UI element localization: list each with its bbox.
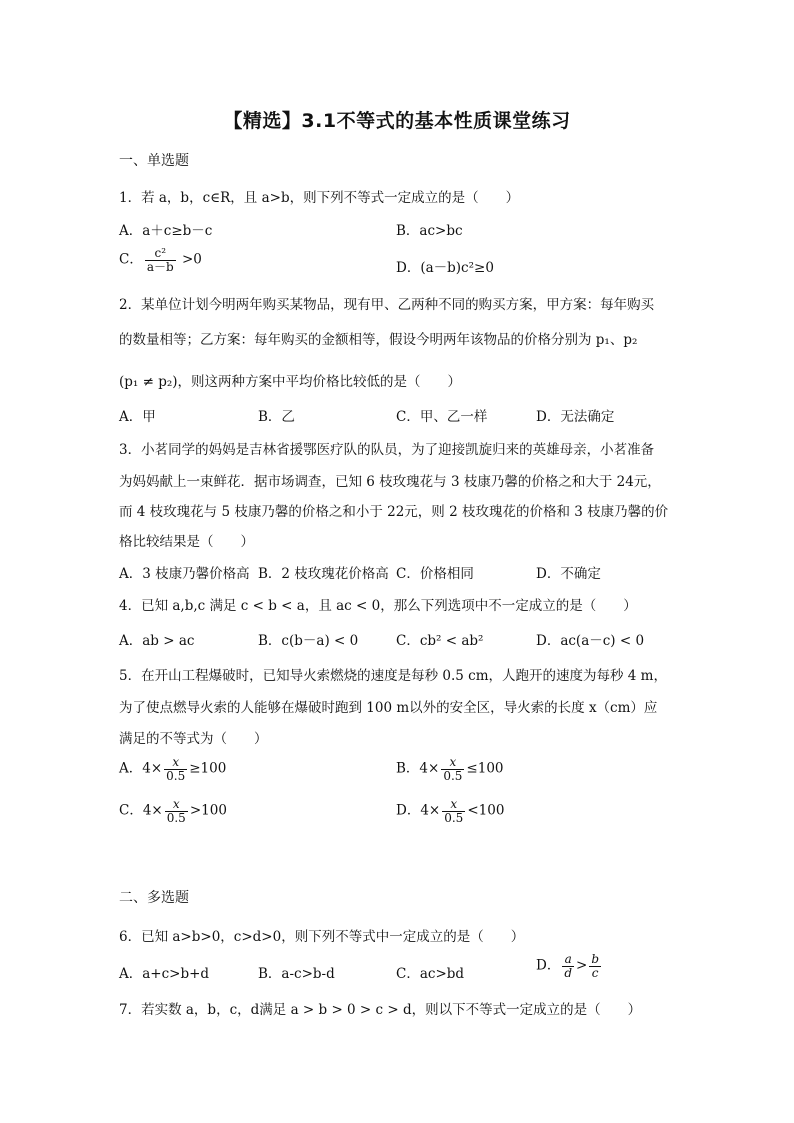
option-tail: <100 — [467, 802, 505, 819]
question-6-option-c: C．ac>bd — [396, 966, 465, 982]
option-tail: ≤100 — [466, 760, 504, 777]
fraction-denominator: d — [564, 965, 573, 980]
question-2-line-3: (p₁ ≠ p₂)，则这两种方案中平均价格比较低的是（ ） — [119, 374, 462, 390]
page-title: 【精选】3.1不等式的基本性质课堂练习 — [223, 110, 571, 132]
fraction — [562, 953, 574, 979]
question-2-line-1: 2．某单位计划今明两年购买某物品，现有甲、乙两种不同的购买方案，甲方案：每年购买 — [119, 297, 655, 313]
option-label: C．4× — [119, 802, 163, 819]
question-4-option-c: C．cb² < ab² — [396, 633, 484, 649]
option-c-label: C． — [119, 251, 143, 268]
option-tail: >100 — [189, 802, 227, 819]
section-heading-multi: 二、多选题 — [119, 890, 189, 906]
question-6-stem: 6．已知 a>b>0，c>d>0，则下列不等式中一定成立的是（ ） — [119, 929, 525, 945]
question-3-option-d: D．不确定 — [536, 566, 601, 582]
fraction-denominator: c — [591, 965, 599, 980]
question-3-option-c: C．价格相同 — [396, 566, 474, 582]
question-7-stem: 7．若实数 a，b，c，d满足 a > b > 0 > c > d，则以下不等式一定成立的是（ ） — [119, 1002, 642, 1018]
question-2-line-2: 的数量相等；乙方案：每年购买的金额相等，假设今明两年该物品的价格分别为 p₁、p₂ — [119, 332, 638, 348]
question-1-option-d: D．(a－b)c²≥0 — [396, 260, 494, 276]
section-heading-single: 一、单选题 — [119, 153, 189, 169]
question-3-option-b: B．2 枝玫瑰花价格高 — [258, 566, 389, 582]
question-2-option-d: D．无法确定 — [536, 409, 615, 425]
question-5-line-2: 为了使点燃导火索的人能够在爆破时跑到 100 m以外的安全区，导火索的长度 x（cm）应 — [119, 700, 658, 716]
question-5-option-b — [396, 756, 504, 782]
question-5-option-d — [396, 798, 504, 824]
question-5-option-a — [119, 756, 226, 782]
question-1-option-a: A．a＋c≥b－c — [119, 223, 213, 239]
question-3-option-a: A．3 枝康乃馨价格高 — [119, 566, 250, 582]
fraction-numerator: x — [164, 756, 187, 770]
question-1-option-c — [119, 247, 202, 273]
question-6-option-a: A．a+c>b+d — [119, 966, 210, 982]
question-2-option-a: A．甲 — [119, 409, 156, 425]
question-1-stem: 1．若 a，b，c∈R，且 a>b，则下列不等式一定成立的是（ ） — [119, 190, 520, 206]
fraction — [164, 756, 187, 782]
fraction — [165, 798, 188, 824]
fraction-numerator: b — [591, 952, 600, 966]
operator: > — [576, 957, 588, 974]
fraction-numerator: a — [562, 953, 574, 967]
question-3-line-1: 3．小茗同学的妈妈是吉林省援鄂医疗队的队员，为了迎接凯旋归来的英雄母亲，小茗准备 — [119, 442, 655, 458]
question-6-option-b: B．a-c>b-d — [258, 966, 335, 982]
question-2-option-c: C．甲、乙一样 — [396, 409, 488, 425]
question-6-option-d — [536, 953, 603, 979]
option-label: A．4× — [119, 760, 163, 777]
fraction-denominator: a－b — [146, 259, 174, 274]
option-c-tail: >0 — [181, 251, 202, 268]
fraction-denominator: 0.5 — [166, 768, 186, 783]
fraction — [442, 798, 465, 824]
question-3-line-2: 为妈妈献上一束鲜花．据市场调查，已知 6 枝玫瑰花与 3 枝康乃馨的价格之和大于 24元， — [119, 474, 661, 490]
question-1-option-b: B．ac>bc — [396, 223, 463, 239]
question-5-line-3: 满足的不等式为（ ） — [119, 731, 268, 747]
question-5-line-1: 5．在开山工程爆破时，已知导火索燃烧的速度是每秒 0.5 cm，人跑开的速度为每秒 4 m， — [119, 668, 667, 684]
fraction-numerator: x — [442, 798, 465, 812]
fraction-numerator: x — [165, 798, 188, 812]
question-2-option-b: B．乙 — [258, 409, 295, 425]
fraction-numerator: c² — [145, 247, 176, 261]
fraction-numerator: x — [441, 756, 464, 770]
option-tail: ≥100 — [189, 760, 227, 777]
fraction-denominator: 0.5 — [166, 810, 186, 825]
fraction — [589, 953, 601, 979]
question-4-stem: 4．已知 a,b,c 满足 c < b < a，且 ac < 0，那么下列选项中不一定成立的是（ ） — [119, 598, 637, 614]
question-4-option-a: A．ab > ac — [119, 633, 195, 649]
question-4-option-d: D．ac(a－c) < 0 — [536, 633, 645, 649]
question-3-line-3: 而 4 枝玫瑰花与 5 枝康乃馨的价格之和小于 22元，则 2 枝玫瑰花的价格和 3 枝康乃馨的价 — [119, 504, 669, 520]
question-4-option-b: B．c(b－a) < 0 — [258, 633, 359, 649]
question-5-option-c — [119, 798, 227, 824]
fraction-denominator: 0.5 — [444, 810, 464, 825]
option-label: B．4× — [396, 760, 440, 777]
question-3-line-4: 格比较结果是（ ） — [119, 534, 254, 550]
fraction-denominator: 0.5 — [443, 768, 463, 783]
fraction — [145, 247, 176, 273]
option-label: D．4× — [396, 802, 441, 819]
fraction — [441, 756, 464, 782]
option-label: D． — [536, 957, 561, 974]
